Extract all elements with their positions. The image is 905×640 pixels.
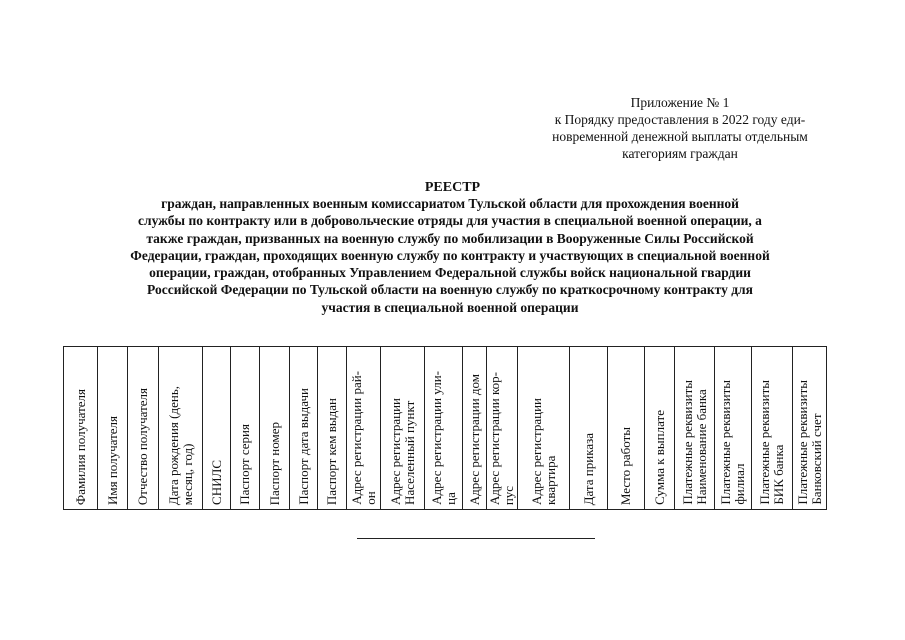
column-header <box>793 347 827 510</box>
column-header <box>64 347 98 510</box>
subtitle-line: участия в специальной военной операции <box>321 299 579 315</box>
column-header-label: квартира <box>542 455 558 505</box>
column-header-label: Паспорт дата выдачи <box>295 388 311 505</box>
column-header <box>463 347 487 510</box>
column-header <box>98 347 128 510</box>
column-header <box>608 347 645 510</box>
column-header-label: Адрес регистрации <box>528 398 544 505</box>
column-header-label: Дата рождения (день, <box>165 385 181 505</box>
column-header-label: Паспорт кем выдан <box>324 397 339 505</box>
appendix-line: новременной денежной выплаты отдельным <box>552 129 808 144</box>
column-header-label: Паспорт серия <box>237 424 252 505</box>
subtitle-line: граждан, направленных военным комиссариатом Тульской области для прохождения военной <box>161 196 739 211</box>
column-header-label: Адрес регистрации ули- <box>428 371 444 505</box>
column-header-label: Фамилия получателя <box>72 388 88 505</box>
subtitle-line: Российской Федерации по Тульской области на военную службу по краткосрочному контракту для <box>147 282 753 298</box>
column-header <box>290 347 318 510</box>
column-header-label: Платежные реквизиты <box>718 380 733 505</box>
column-header <box>128 347 159 510</box>
column-header <box>715 347 752 510</box>
column-header <box>381 347 425 510</box>
column-header-label: Платежные реквизиты <box>679 380 695 505</box>
column-header-label: ца <box>442 492 458 505</box>
subtitle-line: службы по контракту или в добровольческие отряды для участия в специальной военной операции, а <box>138 213 762 229</box>
column-header-label: Адрес регистрации <box>387 398 403 505</box>
column-header-label: Сумма к выплате <box>651 410 667 505</box>
column-header-label: месяц, год) <box>179 443 195 505</box>
column-header-label: пус <box>501 485 516 505</box>
column-header <box>203 347 231 510</box>
column-header-label: Наименование банка <box>693 389 709 505</box>
table-header-row <box>64 347 827 510</box>
column-header <box>518 347 570 510</box>
subtitle-line: также граждан, призванных на военную службу по мобилизации в Вооруженные Силы Российской <box>146 230 754 246</box>
column-header-label: Населенный пункт <box>401 400 417 505</box>
column-header-label: филиал <box>732 463 747 505</box>
column-header-label: БИК банка <box>771 444 786 505</box>
column-header <box>570 347 608 510</box>
column-header <box>318 347 347 510</box>
column-header-label: СНИЛС <box>208 460 224 505</box>
signature-line <box>357 538 595 539</box>
appendix-line: категориям граждан <box>622 146 738 161</box>
subtitle-line: операции, граждан, отобранных Управлением Федеральной службы войск национальной гвардии <box>149 265 751 281</box>
column-header <box>260 347 290 510</box>
appendix-line: к Порядку предоставления в 2022 году еди- <box>554 112 806 127</box>
registry-table <box>63 346 827 510</box>
column-header-label: Платежные реквизиты <box>794 380 810 505</box>
column-header <box>645 347 675 510</box>
column-header <box>159 347 203 510</box>
column-header-label: Адрес регистрации рай- <box>348 371 364 505</box>
appendix-note <box>520 94 840 162</box>
column-header <box>231 347 260 510</box>
subtitle-line: Федерации, граждан, проходящих военную службу по контракту и участвующих в специальной военной <box>130 247 770 263</box>
column-header-label: Банковский счет <box>808 413 824 505</box>
column-header-label: Паспорт номер <box>266 421 282 505</box>
column-header-label: Адрес регистрации дом <box>466 373 482 505</box>
column-header <box>752 347 793 510</box>
document-subtitle <box>100 195 800 316</box>
column-header <box>675 347 715 510</box>
column-header-label: Дата приказа <box>580 432 596 505</box>
appendix-line: Приложение № 1 <box>630 95 730 110</box>
column-header-label: Отчество получателя <box>135 387 150 505</box>
column-header-label: Адрес регистрации кор- <box>487 371 502 505</box>
column-header-label: он <box>362 491 378 505</box>
document-title: РЕЕСТР <box>424 180 481 195</box>
column-header-label: Имя получателя <box>104 415 120 505</box>
column-header-label: Место работы <box>618 426 633 505</box>
column-header <box>347 347 381 510</box>
column-header <box>487 347 518 510</box>
column-header-label: Платежные реквизиты <box>757 380 772 505</box>
column-header <box>425 347 463 510</box>
